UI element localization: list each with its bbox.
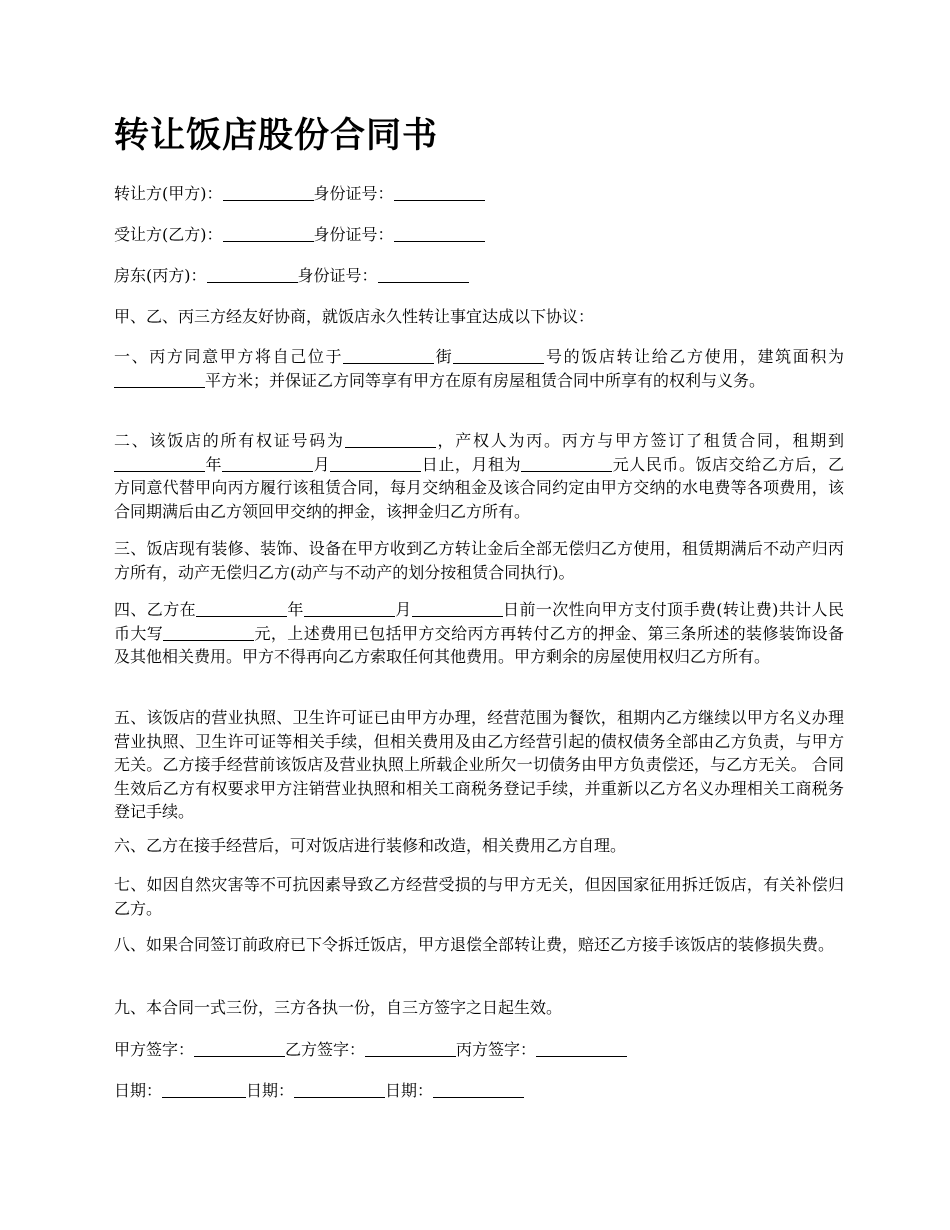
clause-7: 七、如因自然灾害等不可抗因素导致乙方经营受损的与甲方无关，但因国家征用拆迁饭店，有关补偿归乙方。 xyxy=(114,875,844,918)
clause-8: 八、如果合同签订前政府已下令拆迁饭店，甲方退偿全部转让费，赔还乙方接手该饭店的装修损失费。 xyxy=(114,935,835,954)
party-c-date-label: 日期： xyxy=(385,1081,434,1100)
transferee-id-blank xyxy=(394,225,485,242)
landlord-line xyxy=(114,264,844,288)
clause-1-area-blank xyxy=(114,371,205,388)
clause-2-mid2: 日止，月租为 xyxy=(421,454,522,474)
clause-4-amount-blank xyxy=(163,624,254,641)
clause-4-year: 年 xyxy=(287,600,304,619)
clause-2-year-blank xyxy=(114,455,205,472)
clause-1 xyxy=(114,345,844,392)
clause-1-prefix: 一、丙方同意甲方将自己位于 xyxy=(114,347,344,366)
party-a-date-blank xyxy=(162,1081,246,1098)
document-title: 转让饭店股份合同书 xyxy=(114,115,439,156)
clause-3: 三、饭店现有装修、装饰、设备在甲方收到乙方转让金后全部无偿归乙方使用，租赁期满后不动产归丙方所有，动产无偿归乙方(动产与不动产的划分按租赁合同执行)。 xyxy=(114,539,844,582)
transferor-label: 转让方(甲方)： xyxy=(114,184,223,203)
party-a-signature-blank xyxy=(194,1040,285,1057)
clause-4-month-blank xyxy=(304,600,395,617)
party-b-date-label: 日期： xyxy=(246,1081,295,1100)
party-a-signature-label: 甲方签字： xyxy=(114,1040,195,1059)
clause-6: 六、乙方在接手经营后，可对饭店进行装修和改造，相关费用乙方自理。 xyxy=(114,836,627,855)
clause-2-rent-blank xyxy=(521,455,612,472)
clause-4-month: 月 xyxy=(394,600,412,619)
clause-1-number-blank xyxy=(453,347,544,364)
party-b-signature-blank xyxy=(365,1040,456,1057)
clause-2-month-blank xyxy=(222,455,313,472)
intro-paragraph: 甲、乙、丙三方经友好协商，就饭店永久性转让事宜达成以下协议： xyxy=(114,307,595,326)
clause-1-street: 街 xyxy=(434,347,454,366)
transferee-id-label: 身份证号： xyxy=(313,225,394,244)
clause-2-cert-blank xyxy=(345,431,436,448)
clause-4-mid: 日前一次性向甲方支付顶手费(转让费)共计人民币大写 xyxy=(114,600,844,643)
clause-2-prefix: 二、该饭店的所有权证号码为 xyxy=(114,431,345,450)
clause-2-mid1: ，产权人为丙。丙方与甲方签订了租赁合同，租期到 xyxy=(435,431,844,450)
party-b-date-blank xyxy=(294,1081,385,1098)
landlord-id-label: 身份证号： xyxy=(297,266,378,285)
clause-4-prefix: 四、乙方在 xyxy=(114,600,197,619)
landlord-name-blank xyxy=(207,266,298,283)
clause-4-rest: 元，上述费用已包括甲方交给丙方再转付乙方的押金、第三条所述的装修装饰设备及其他相关费用。甲方不得再向乙方索取任何其他费用。甲方剩余的房屋使用权归乙方所有。 xyxy=(114,623,844,666)
transferor-id-blank xyxy=(394,184,485,201)
signature-line xyxy=(114,1038,844,1062)
party-b-signature-label: 乙方签字： xyxy=(285,1040,366,1059)
clause-1-number: 号的饭店转让给乙方使用，建筑面积为 xyxy=(544,347,844,366)
clause-2-year: 年 xyxy=(205,454,223,474)
date-line xyxy=(114,1079,844,1103)
clause-4-day-blank xyxy=(412,600,503,617)
clause-5: 五、该饭店的营业执照、卫生许可证已由甲方办理，经营范围为餐饮，租期内乙方继续以甲方名义办理营业执照、卫生许可证等相关手续，但相关费用及由乙方经营引起的债权债务全部由乙方负责，与甲方无关。乙方接手经营前该饭店及营业执照上所载企业所欠一切债务由甲方负责偿还，与乙方无关。 合同生效后乙方有权要求甲方注销营业执照和相关工商税务登记手续，并重新以乙方名义办理相关工商税务登记手续。 xyxy=(114,708,844,821)
landlord-label: 房东(丙方)： xyxy=(114,266,207,285)
party-a-date-label: 日期： xyxy=(114,1081,163,1100)
clause-2-rest: 元人民币。饭店交给乙方后，乙方同意代替甲向丙方履行该租赁合同，每月交纳租金及该合同约定由甲方交纳的水电费等各项费用，该合同期满后由乙方领回甲交纳的押金，该押金归乙方所有。 xyxy=(114,454,844,521)
clause-1-location-blank xyxy=(343,347,434,364)
transferee-name-blank xyxy=(223,225,314,242)
clause-2 xyxy=(114,429,844,523)
transferor-id-label: 身份证号： xyxy=(313,184,394,203)
transferee-label: 受让方(乙方)： xyxy=(114,225,223,244)
clause-4-year-blank xyxy=(196,600,287,617)
clause-1-rest: 平方米；并保证乙方同等享有甲方在原有房屋租赁合同中所享有的权利与义务。 xyxy=(205,370,766,390)
transferor-line xyxy=(114,182,844,206)
transferee-line xyxy=(114,223,844,247)
clause-2-month: 月 xyxy=(313,454,331,474)
transferor-name-blank xyxy=(223,184,314,201)
clause-9: 九、本合同一式三份，三方各执一份，自三方签字之日起生效。 xyxy=(114,998,563,1017)
clause-2-day-blank xyxy=(330,455,421,472)
landlord-id-blank xyxy=(378,266,469,283)
clause-4 xyxy=(114,598,844,669)
party-c-signature-label: 丙方签字： xyxy=(456,1040,537,1059)
party-c-signature-blank xyxy=(536,1040,627,1057)
party-c-date-blank xyxy=(433,1081,524,1098)
